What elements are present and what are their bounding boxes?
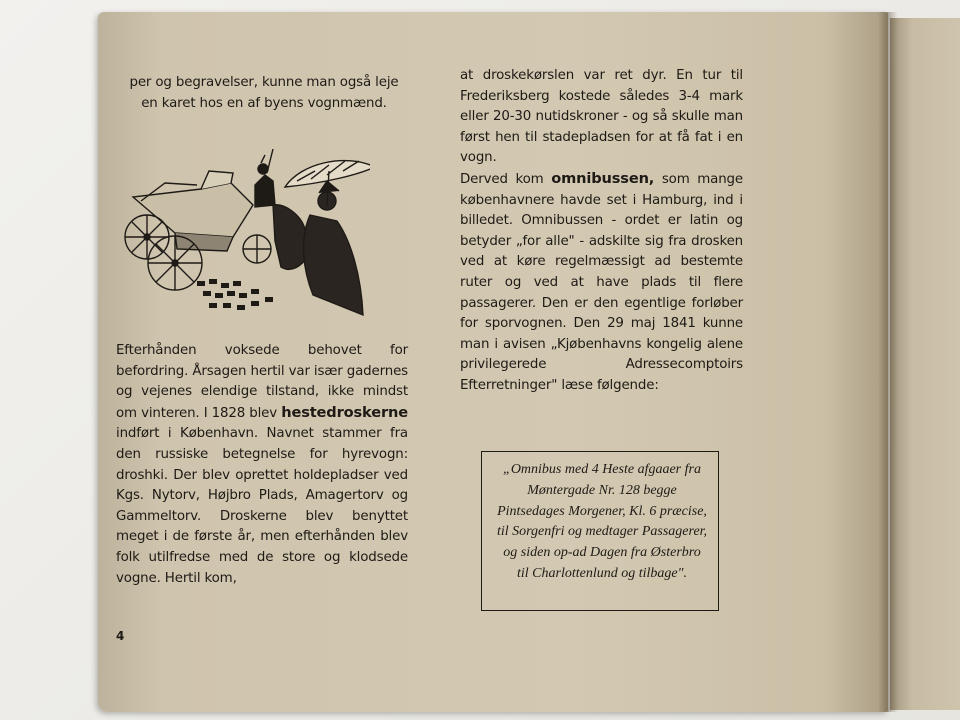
- quote-text: „Omnibus med 4 Heste afgaaer fra Møntergade Nr. 128 begge Pintsedages Morgener, Kl. 6 præcise, til Sorgenfri og medtager Passagerer, og siden op-ad Dagen fra Østerbro til Charlottenlund og tilbage".: [496, 462, 708, 581]
- left-text-part1: Efterhånden voksede behovet for befordring. Årsagen hertil var især gadernes og vejenes elendige tilstand, ikke mindst om vinteren. I 1828 blev: [116, 343, 408, 421]
- right-paragraph-1: at droskekørslen var ret dyr. En tur til Frederiksberg kostede således 3-4 mark eller 20-30 nutidskroner - og så skulle man først hen til stadepladsen for at få fat i en vogn.: [460, 68, 743, 166]
- left-paragraph-text: [116, 341, 408, 589]
- left-main-paragraph: [116, 341, 408, 589]
- right-page-edge: [890, 18, 960, 710]
- left-top-paragraph: [129, 73, 399, 114]
- right-text-part2: som mange københavnere havde set i Hamburg, ind i billedet. Omnibussen - ordet er latin og betyder „for alle" - adskilte sig fra drosken ved at køre regelmæssigt ad bestemte ruter og ved at have plads til flere passagerer. Den er den egentlige forløber for sporvognen. Den 29 maj 1841 kunne man i avisen „Kjøbenhavns kongelig alene privilegerede Adressecomptoirs Efterretninger" læse følgende:: [460, 171, 743, 393]
- right-paragraph-2: [460, 169, 743, 397]
- right-column: [460, 66, 743, 397]
- left-top-text: per og begravelser, kunne man også leje en karet hos en af byens vognmænd.: [129, 75, 399, 111]
- page-number: 4: [116, 629, 125, 643]
- bold-term-omnibussen: omnibussen,: [551, 169, 655, 187]
- right-text-part1: Derved kom: [460, 171, 544, 187]
- quote-box: [481, 451, 719, 611]
- booklet-spine: [878, 12, 898, 712]
- bold-term-hestedroskerne: hestedroskerne: [281, 403, 409, 421]
- carriage-illustration: [105, 145, 370, 325]
- left-text-part2: indført i København. Navnet stammer fra den russiske betegnelse for hyrevogn: droshki. Der blev oprettet holdepladser ved Kgs. Nytorv, Højbro Plads, Amagertorv og Gammeltorv. Droskerne blev benyttet meget i de første år, men efterhånden blev folk utilfredse med de store og klodsede vogne. Hertil kom,: [116, 426, 408, 586]
